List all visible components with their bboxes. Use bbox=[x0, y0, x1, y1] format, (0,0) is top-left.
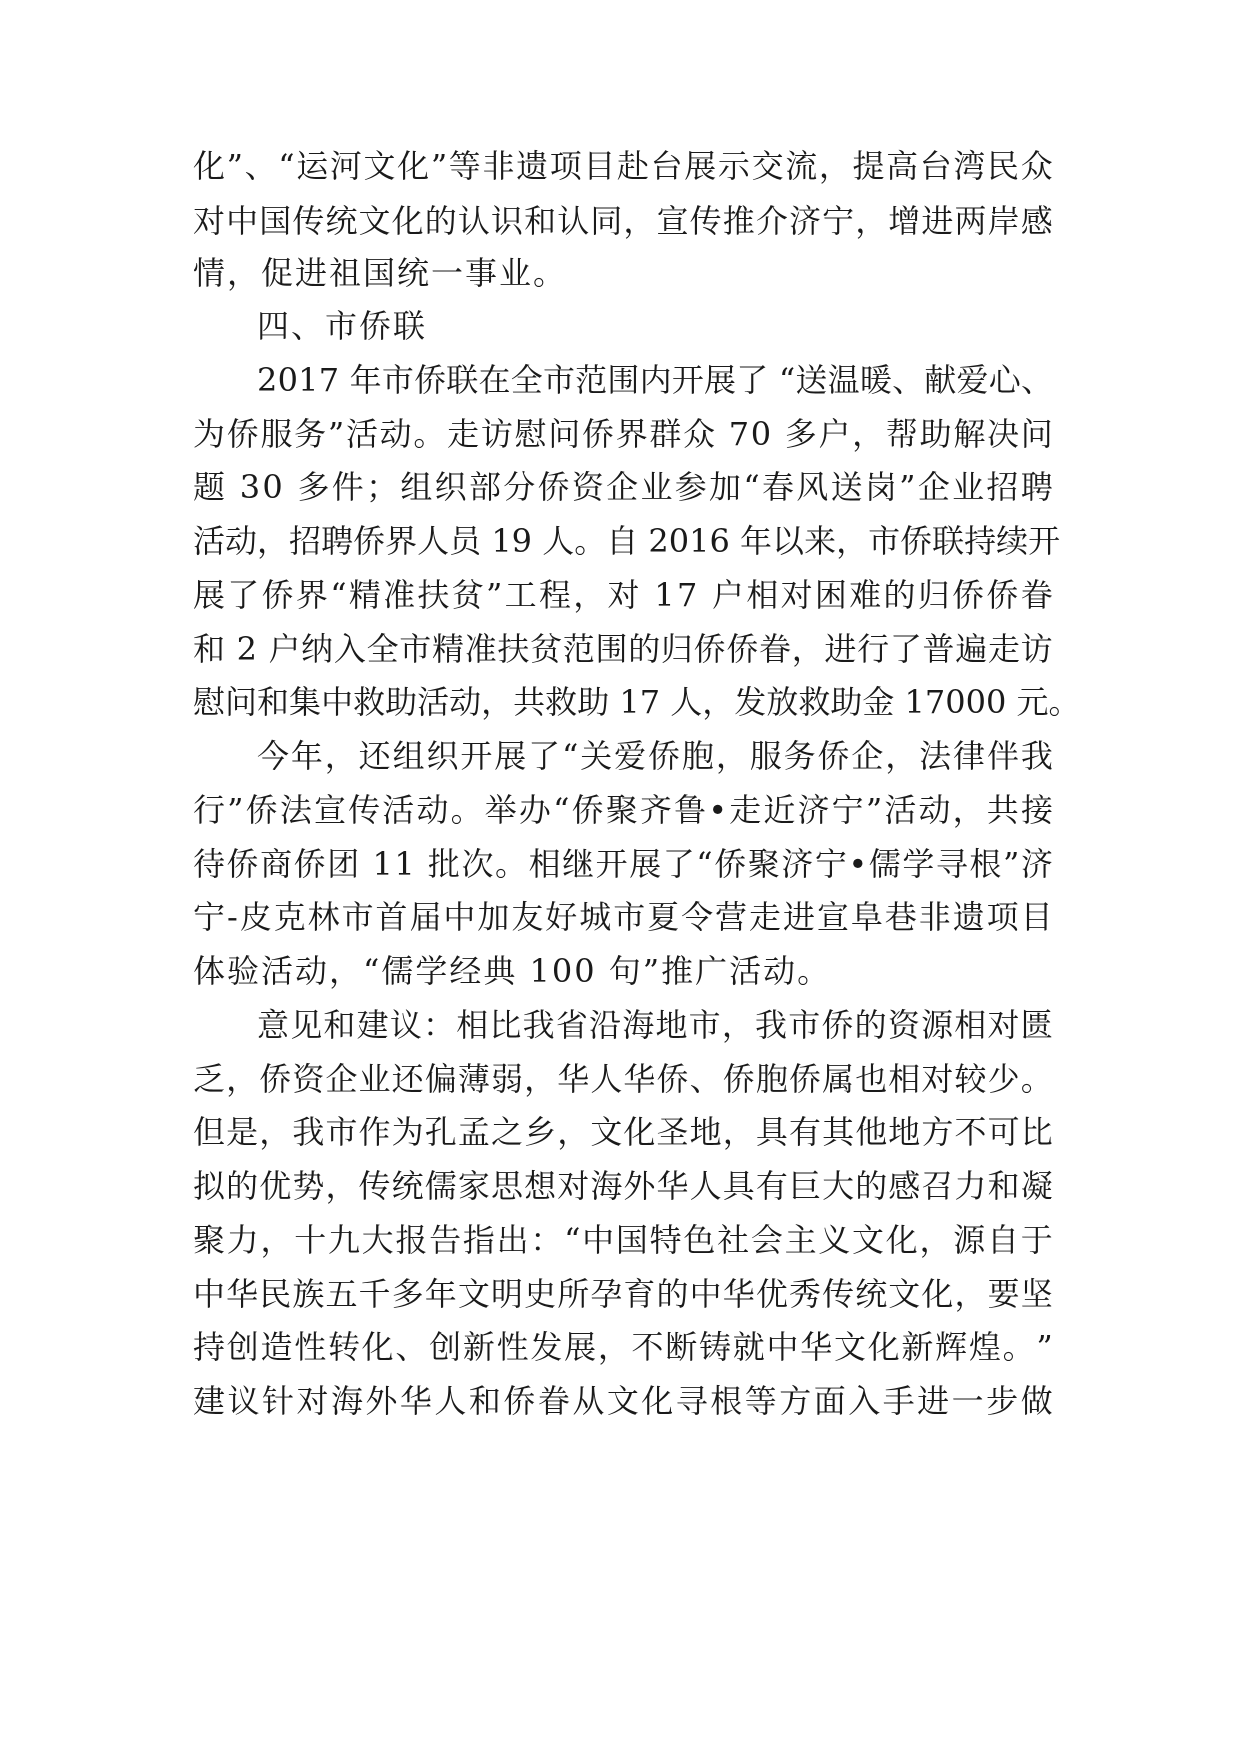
text-line-19: 但 是 ， 我 市 作 为 孔 孟 之 乡 ， 文 化 圣 地 ， 具 有 其 他 地 方 不 可 比 bbox=[193, 1113, 1053, 1151]
text-line-10: 和 2 户 纳 入 全 市 精 准 扶 贫 范 围 的 归 侨 侨 眷 ， 进 行 了 普 遍 走 访 bbox=[193, 630, 1053, 668]
text-line-24: 建 议 针 对 海 外 华 人 和 侨 眷 从 文 化 寻 根 等 方 面 入 手 进 一 步 做 bbox=[193, 1382, 1053, 1420]
text-line-2: 对 中 国 传 统 文 化 的 认 识 和 认 同 ， 宣 传 推 介 济 宁 ， 增 进 两 岸 感 bbox=[193, 202, 1053, 240]
text-line-12: 今 年 ， 还 组 织 开 展 了 “ 关 爱 侨 胞 ， 服 务 侨 企 ， 法 律 伴 我 bbox=[257, 737, 1053, 775]
text-line-7: 题 3 0 多 件 ； 组 织 部 分 侨 资 企 业 参 加 “ 春 风 送 岗 ” 企 业 招 聘 bbox=[193, 468, 1053, 506]
text-line-6: 为 侨 服 务 ” 活 动 。 走 访 慰 问 侨 界 群 众 7 0 多 户 ， 帮 助 解 决 问 bbox=[193, 415, 1053, 453]
text-line-5: 2 0 1 7 年 市 侨 联 在 全 市 范 围 内 开 展 了 “ 送 温 暖 、 献 爱 心 、 bbox=[257, 361, 1053, 399]
text-line-3: 情，促进祖国统一事业。 bbox=[193, 254, 568, 292]
section-heading: 四、市侨联 bbox=[257, 307, 428, 345]
text-line-23: 持 创 造 性 转 化 、 创 新 性 发 展 ， 不 断 铸 就 中 华 文 化 新 辉 煌 。 ” bbox=[193, 1328, 1053, 1366]
text-line-1: 化 ” 、 “ 运 河 文 化 ” 等 非 遗 项 目 赴 台 展 示 交 流 ， 提 高 台 湾 民 众 bbox=[193, 147, 1053, 185]
text-line-16: 体验活动，“儒学经典 100 句”推广活动。 bbox=[193, 952, 832, 990]
text-line-22: 中 华 民 族 五 千 多 年 文 明 史 所 孕 育 的 中 华 优 秀 传 统 文 化 ， 要 坚 bbox=[193, 1275, 1053, 1313]
text-line-18: 乏 ， 侨 资 企 业 还 偏 薄 弱 ， 华 人 华 侨 、 侨 胞 侨 属 也 相 对 较 少 。 bbox=[193, 1060, 1053, 1098]
text-line-11: 慰 问 和 集 中 救 助 活 动 ， 共 救 助 1 7 人 ， 发 放 救 助 金 1 7 0 0 0 元 。 bbox=[193, 683, 1081, 721]
text-line-15: 宁 - 皮 克 林 市 首 届 中 加 友 好 城 市 夏 令 营 走 进 宣 阜 巷 非 遗 项 目 bbox=[193, 898, 1053, 936]
text-line-21: 聚 力 ， 十 九 大 报 告 指 出 ： “ 中 国 特 色 社 会 主 义 文 化 ， 源 自 于 bbox=[193, 1221, 1053, 1259]
text-line-13: 行 ” 侨 法 宣 传 活 动 。 举 办 “ 侨 聚 齐 鲁 • 走 近 济 宁 ” 活 动 ， 共 接 bbox=[193, 791, 1053, 829]
text-line-20: 拟 的 优 势 ， 传 统 儒 家 思 想 对 海 外 华 人 具 有 巨 大 的 感 召 力 和 凝 bbox=[193, 1167, 1053, 1205]
text-line-9: 展 了 侨 界 “ 精 准 扶 贫 ” 工 程 ， 对 1 7 户 相 对 困 难 的 归 侨 侨 眷 bbox=[193, 576, 1053, 614]
text-line-14: 待 侨 商 侨 团 1 1 批 次 。 相 继 开 展 了 “ 侨 聚 济 宁 • 儒 学 寻 根 ” 济 bbox=[193, 845, 1053, 883]
text-line-8: 活 动 ， 招 聘 侨 界 人 员 1 9 人 。 自 2 0 1 6 年 以 来 ， 市 侨 联 持 续 开 bbox=[193, 522, 1061, 560]
text-line-17: 意 见 和 建 议 ： 相 比 我 省 沿 海 地 市 ， 我 市 侨 的 资 源 相 对 匮 bbox=[257, 1006, 1053, 1044]
